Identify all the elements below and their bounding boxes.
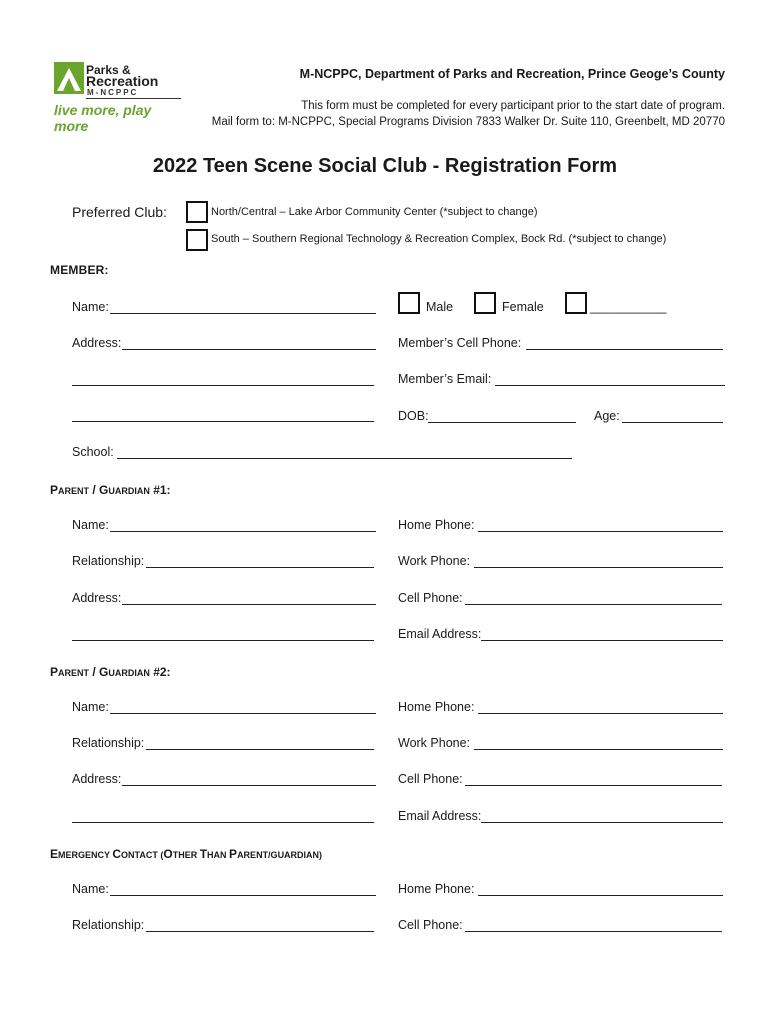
page-title: 2022 Teen Scene Social Club - Registration Form: [152, 155, 618, 177]
logo-line2: Recreation: [86, 73, 159, 89]
g1-cell-label: Cell Phone:: [398, 591, 463, 605]
header-org: M-NCPPC, Department of Parks and Recreation, Prince Geoge’s County: [299, 67, 725, 81]
member-cell-label: Member’s Cell Phone:: [398, 336, 522, 350]
member-name-label: Name:: [72, 300, 109, 314]
g1-relationship-field[interactable]: [146, 567, 374, 568]
g1-email-label: Email Address:: [398, 627, 482, 641]
em-h-o: O: [163, 847, 173, 861]
female-label: Female: [502, 300, 544, 314]
g2-work-field[interactable]: [474, 749, 723, 750]
g1-address-field-2[interactable]: [72, 640, 374, 641]
female-checkbox[interactable]: [474, 292, 496, 314]
g2-h-rest1: ARENT: [58, 668, 90, 678]
club-north-label: North/Central – Lake Arbor Community Center (*subject to change): [211, 206, 538, 218]
em-h-p: P: [229, 847, 238, 861]
g2-h-p: P: [50, 665, 59, 679]
preferred-club-text: Preferred Club: [72, 204, 164, 220]
logo-divider: [86, 98, 181, 99]
member-age-field[interactable]: [622, 422, 723, 423]
g2-home-label: Home Phone:: [398, 700, 475, 714]
em-relationship-label: Relationship:: [72, 918, 145, 932]
member-email-label: Member’s Email:: [398, 372, 492, 386]
member-address-field-3[interactable]: [72, 421, 374, 422]
logo-line1: Parks &: [86, 63, 131, 77]
g2-work-label: Work Phone:: [398, 736, 471, 750]
club-north-checkbox[interactable]: [186, 201, 208, 223]
club-south-label: South – Southern Regional Technology & Recreation Complex, Bock Rd. (*subject to change): [211, 233, 667, 245]
em-h-mergency: MERGENCY: [58, 850, 113, 860]
g1-h-num: #1:: [149, 483, 171, 497]
em-h-e: E: [50, 847, 59, 861]
member-address-field-2[interactable]: [72, 385, 374, 386]
logo: [52, 62, 187, 134]
g2-relationship-field[interactable]: [146, 749, 374, 750]
header-mail: Mail form to: M-NCPPC, Special Programs Division 7833 Walker Dr. Suite 110, Greenbelt, MD 20770: [211, 116, 725, 128]
g1-address-label: Address:: [72, 591, 122, 605]
em-name-field[interactable]: [110, 895, 376, 896]
member-address-field-1[interactable]: [122, 349, 376, 350]
em-home-label: Home Phone:: [398, 882, 475, 896]
club-south-checkbox[interactable]: [186, 229, 208, 251]
g1-name-field[interactable]: [110, 531, 376, 532]
g1-work-field[interactable]: [474, 567, 723, 568]
em-h-ther: THER: [172, 850, 200, 860]
em-h-t: T: [199, 847, 208, 861]
em-name-label: Name:: [72, 882, 109, 896]
header-note: This form must be completed for every participant prior to the start date of program.: [301, 100, 725, 112]
g1-h-rest2: UARDIAN: [108, 486, 150, 496]
em-h-arent: ARENT/GUARDIAN): [237, 850, 323, 860]
member-email-field[interactable]: [495, 385, 725, 386]
g2-address-field-2[interactable]: [72, 822, 374, 823]
member-dob-label: DOB:: [398, 409, 429, 423]
g2-cell-field[interactable]: [465, 785, 722, 786]
g1-email-field[interactable]: [481, 640, 723, 641]
guardian1-heading: [50, 481, 171, 499]
member-address-label: Address:: [72, 336, 122, 350]
male-checkbox[interactable]: [398, 292, 420, 314]
g1-name-label: Name:: [72, 518, 109, 532]
em-h-han: HAN: [207, 850, 230, 860]
logo-leaf-icon: [54, 62, 84, 94]
g1-h-rest1: ARENT: [58, 486, 90, 496]
g2-email-label: Email Address:: [398, 809, 482, 823]
em-h-ontact: ONTACT (: [121, 850, 164, 860]
g2-h-num: #2:: [149, 665, 171, 679]
g2-relationship-label: Relationship:: [72, 736, 145, 750]
g2-home-field[interactable]: [478, 713, 723, 714]
g1-address-field-1[interactable]: [122, 604, 376, 605]
g1-home-field[interactable]: [478, 531, 723, 532]
logo-tagline: live more, play more: [54, 102, 152, 134]
g1-h-sep: / G: [89, 483, 109, 497]
em-cell-field[interactable]: [465, 931, 722, 932]
member-school-label: School:: [72, 445, 114, 459]
member-name-field[interactable]: [110, 313, 376, 314]
em-cell-label: Cell Phone:: [398, 918, 463, 932]
other-gender-blank[interactable]: ___________: [590, 300, 667, 314]
g1-work-label: Work Phone:: [398, 554, 471, 568]
member-school-field[interactable]: [117, 458, 572, 459]
other-gender-checkbox[interactable]: [565, 292, 587, 314]
em-relationship-field[interactable]: [146, 931, 374, 932]
em-h-c: C: [112, 847, 122, 861]
preferred-club-label: [72, 204, 167, 220]
emergency-heading: [50, 845, 322, 863]
member-age-label: Age:: [594, 409, 620, 423]
g2-name-field[interactable]: [110, 713, 376, 714]
male-label: Male: [426, 300, 454, 314]
em-home-field[interactable]: [478, 895, 723, 896]
member-heading: MEMBER:: [50, 263, 109, 277]
preferred-club-colon: :: [163, 204, 167, 220]
g1-h-p: P: [50, 483, 59, 497]
g2-cell-label: Cell Phone:: [398, 772, 463, 786]
g2-h-sep: / G: [89, 665, 109, 679]
g2-address-label: Address:: [72, 772, 122, 786]
member-dob-field[interactable]: [428, 422, 576, 423]
g2-address-field-1[interactable]: [122, 785, 376, 786]
g1-cell-field[interactable]: [465, 604, 722, 605]
g2-email-field[interactable]: [481, 822, 723, 823]
logo-line3: M-NCPPC: [87, 88, 139, 97]
g1-home-label: Home Phone:: [398, 518, 475, 532]
g2-h-rest2: UARDIAN: [108, 668, 150, 678]
guardian2-heading: [50, 663, 171, 681]
member-cell-field[interactable]: [526, 349, 723, 350]
g2-name-label: Name:: [72, 700, 109, 714]
g1-relationship-label: Relationship:: [72, 554, 145, 568]
